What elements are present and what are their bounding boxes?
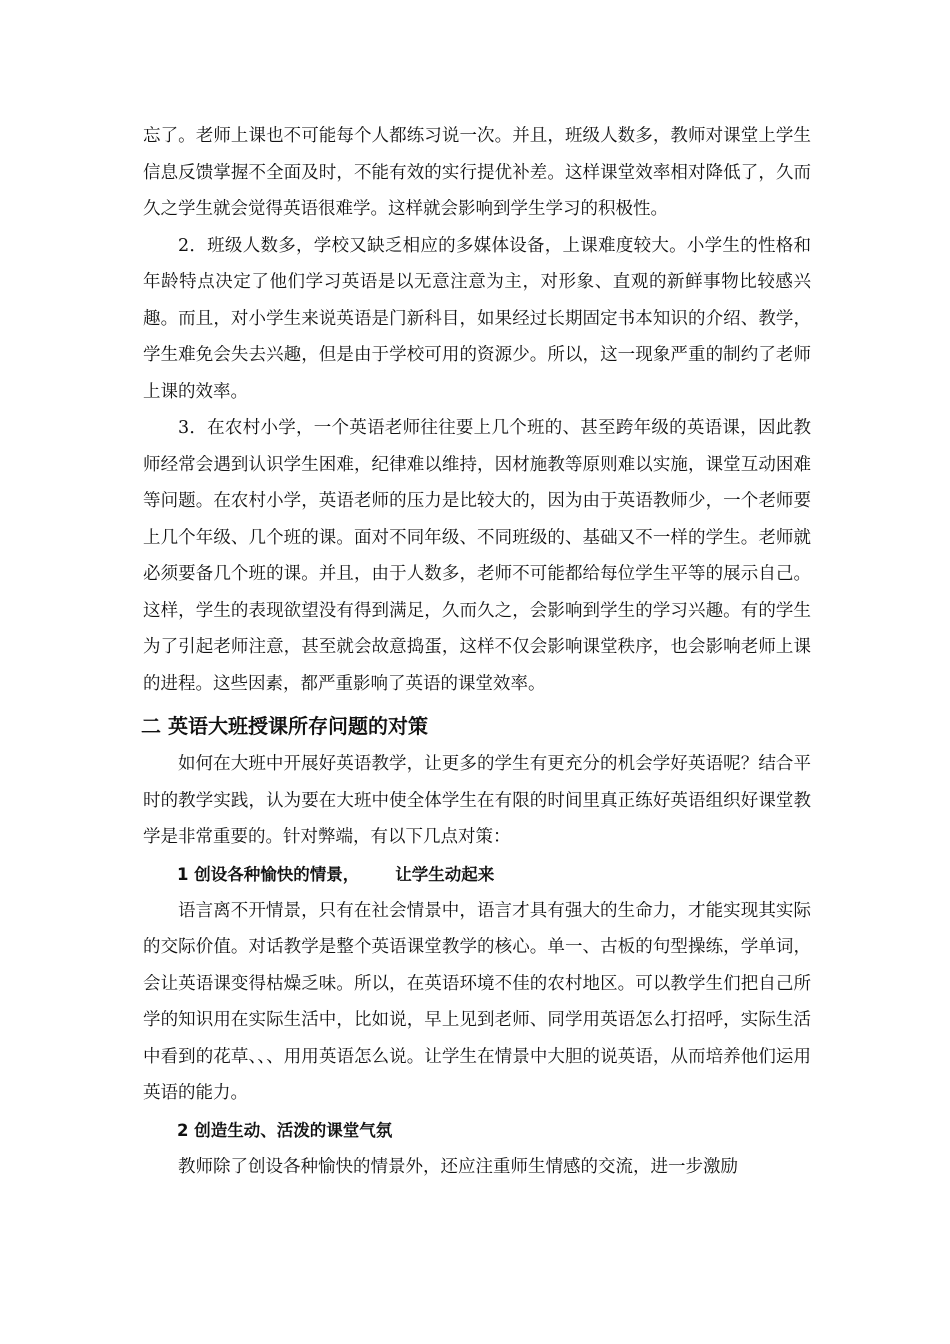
strategy-heading-2: 2 创造生动、活泼的课堂气氛: [177, 1120, 393, 1140]
section-heading-2: 二 英语大班授课所存问题的对策: [141, 714, 428, 738]
strategy-heading-1-part2: 让学生动起来: [395, 864, 495, 884]
document-body: [143, 118, 811, 1185]
strategy-heading-1-part1: 1 创设各种愉快的情景，: [177, 864, 360, 884]
paragraph-item-2: 2．班级人数多，学校又缺乏相应的多媒体设备，上课难度较大。小学生的性格和年龄特点决定了他们学习英语是以无意注意为主，对形象、直观的新鲜事物比较感兴趣。而且，对小学生来说英语是门新科目，如果经过长期固定书本知识的介绍、教学，学生难免会失去兴趣，但是由于学校可用的资源少。所以，这一现象严重的制约了老师上课的效率。: [143, 235, 811, 402]
strategy-1-paragraph: 语言离不开情景，只有在社会情景中，语言才具有强大的生命力，才能实现其实际的交际价值。对话教学是整个英语课堂教学的核心。单一、古板的句型操练，学单词，会让英语课变得枯燥乏味。所以，在英语环境不佳的农村地区。可以教学生们把自己所学的知识用在实际生活中，比如说，早上见到老师、同学用英语怎么打招呼，实际生活中看到的花草、、、用用英语怎么说。让学生在情景中大胆的说英语，从而培养他们运用英语的能力。: [143, 900, 811, 1103]
paragraph-continuation: 忘了。老师上课也不可能每个人都练习说一次。并且，班级人数多，教师对课堂上学生信息反馈掌握不全面及时，不能有效的实行提优补差。这样课堂效率相对降低了，久而久之学生就会觉得英语很难学。这样就会影响到学生学习的积极性。: [143, 126, 811, 219]
section-intro-paragraph: 如何在大班中开展好英语教学，让更多的学生有更充分的机会学好英语呢？结合平时的教学实践，认为要在大班中使全体学生在有限的时间里真正练好英语组织好课堂教学是非常重要的。针对弊端，有以下几点对策：: [143, 754, 811, 847]
strategy-2-paragraph: 教师除了创设各种愉快的情景外，还应注重师生情感的交流，进一步激励: [178, 1156, 738, 1177]
strategy-heading-1: [143, 856, 811, 893]
paragraph-item-3: 3．在农村小学，一个英语老师往往要上几个班的、甚至跨年级的英语课，因此教师经常会遇到认识学生困难，纪律难以维持，因材施教等原则难以实施，课堂互动困难等问题。在农村小学，英语老师的压力是比较大的，因为由于英语教师少，一个老师要上几个年级、几个班的课。面对不同年级、不同班级的、基础又不一样的学生。老师就必须要备几个班的课。并且，由于人数多，老师不可能都给每位学生平等的展示自己。这样，学生的表现欲望没有得到满足，久而久之，会影响到学生的学习兴趣。有的学生为了引起老师注意，甚至就会故意捣蛋，这样不仅会影响课堂秩序，也会影响老师上课的进程。这些因素，都严重影响了英语的课堂效率。: [143, 418, 811, 694]
